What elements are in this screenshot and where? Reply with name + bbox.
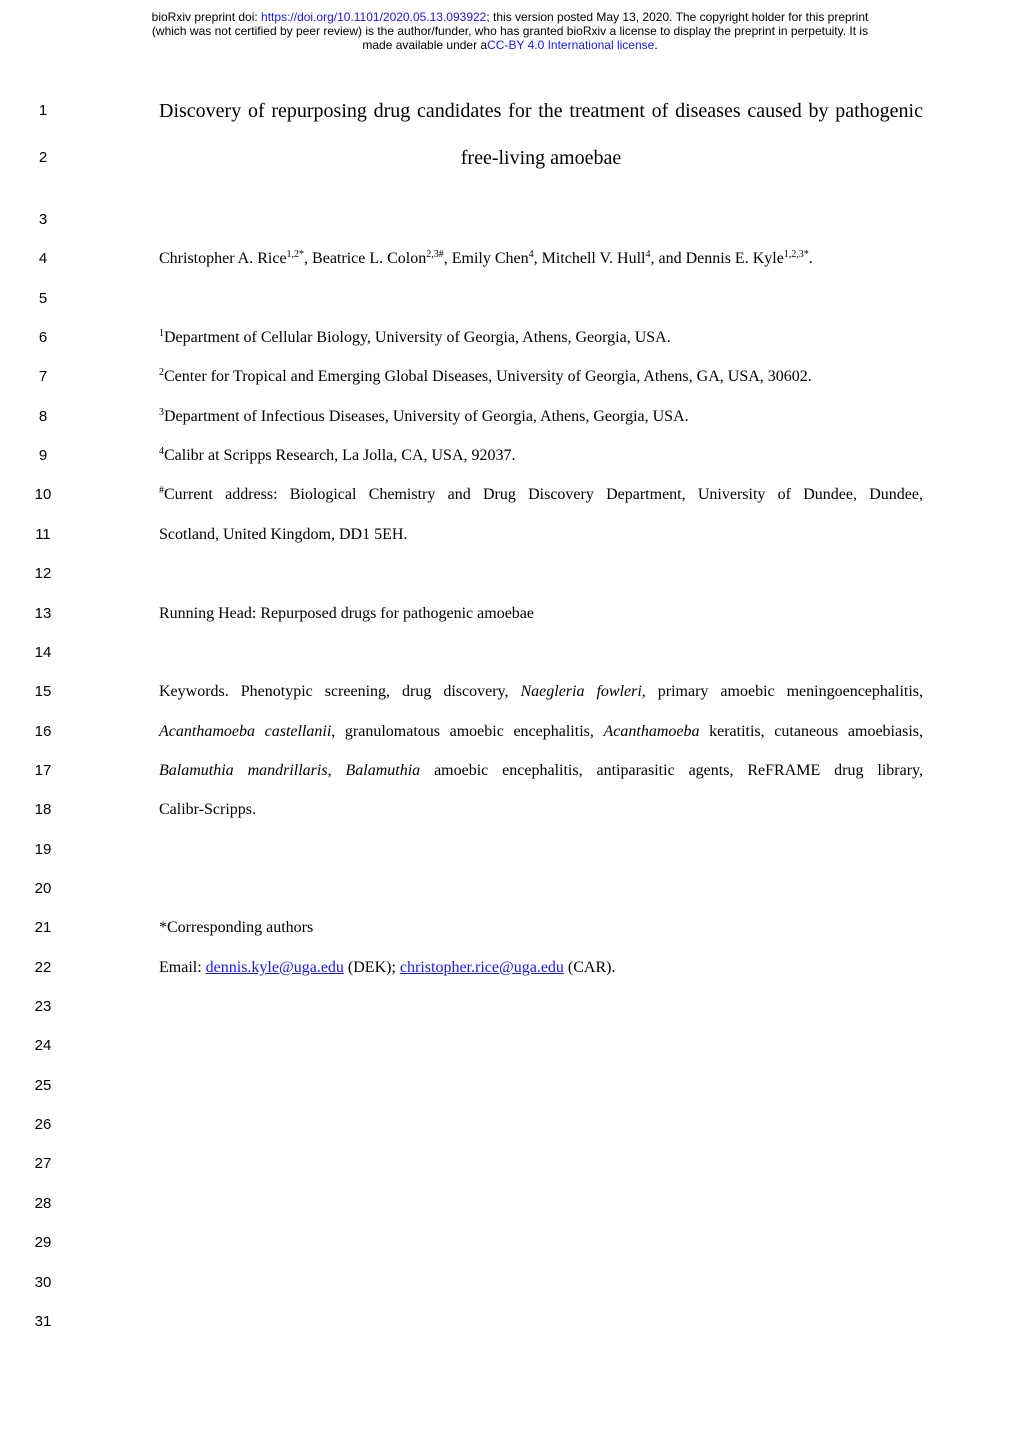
line-number: 22	[34, 959, 52, 976]
keywords-line-2: Acanthamoeba castellanii, granulomatous amoebic encephalitis, Acanthamoeba keratitis, cutaneous amoebiasis,	[159, 723, 923, 740]
line-number: 21	[34, 919, 52, 936]
line-number: 11	[35, 526, 51, 543]
email-link-rice[interactable]: christopher.rice@uga.edu	[399, 959, 564, 976]
line-number: 8	[38, 408, 48, 425]
affiliation-1: $^1$Department of Cellular Biology, University of Georgia, Athens, Georgia, USA.	[159, 328, 671, 346]
current-address-cont: Scotland, United Kingdom, DD1 5EH.	[159, 526, 408, 543]
affiliation-4: $^4$Calibr at Scripps Research, La Jolla, CA, USA, 92037.	[159, 446, 516, 464]
line-number: 12	[34, 565, 52, 582]
line-number: 29	[34, 1234, 52, 1251]
line-number: 26	[34, 1116, 52, 1133]
line-number: 23	[34, 998, 52, 1015]
title-line-2: free-living amoebae	[460, 147, 622, 169]
line-number: 3	[38, 211, 48, 228]
line-number: 31	[34, 1313, 52, 1330]
line-number: 5	[38, 290, 48, 307]
author-name: Beatrice L. Colon	[312, 250, 427, 267]
line-number: 15	[34, 683, 52, 700]
author-list: Christopher A. Rice$^{1,2*}$, Beatrice L. Colon$^{2,3\#}$, Emily Chen$^4$, Mitchell V. Hull$^4$, and Dennis E. Kyle$^{1,2,3*}$.	[159, 249, 813, 267]
license-link[interactable]: CC-BY 4.0 International license	[487, 38, 655, 52]
line-number: 18	[34, 801, 52, 818]
author-affiliation-mark: 1,2,3*	[783, 249, 809, 260]
line-number: 6	[38, 329, 48, 346]
header-line-2: (which was not certified by peer review) is the author/funder, who has granted bioRxiv a license to display the preprint in perpetuity. It is	[151, 24, 869, 38]
keywords-line-3: Balamuthia mandrillaris, Balamuthia amoebic encephalitis, antiparasitic agents, ReFRAME drug library,	[159, 762, 923, 779]
line-number: 14	[34, 644, 52, 661]
doi-link[interactable]: https://doi.org/10.1101/2020.05.13.093922	[261, 10, 487, 24]
author-name: Dennis E. Kyle	[685, 250, 784, 267]
line-number: 17	[34, 762, 52, 779]
line-number: 10	[34, 486, 52, 503]
line-number: 24	[34, 1037, 52, 1054]
author-affiliation-mark: 2,3#	[426, 249, 444, 260]
line-number: 25	[34, 1077, 52, 1094]
biorxiv-header	[0, 10, 1020, 52]
line-number: 16	[34, 723, 52, 740]
affiliation-3: $^3$Department of Infectious Diseases, University of Georgia, Athens, Georgia, USA.	[159, 407, 689, 425]
header-line-3: made available under aCC-BY 4.0 International license.	[362, 38, 658, 52]
title-line-1: Discovery of repurposing drug candidates for the treatment of diseases caused by pathogenic	[159, 100, 923, 122]
line-number: 27	[34, 1155, 52, 1172]
author-name: Christopher A. Rice	[159, 250, 287, 267]
email-link-kyle[interactable]: dennis.kyle@uga.edu	[205, 959, 344, 976]
keywords-line-1: Keywords. Phenotypic screening, drug discovery, Naegleria fowleri, primary amoebic meningoencephalitis,	[159, 683, 923, 700]
line-number: 4	[38, 250, 48, 267]
line-number: 19	[34, 841, 52, 858]
line-number: 9	[38, 447, 48, 464]
line-number: 30	[34, 1274, 52, 1291]
author-name: Emily Chen	[451, 250, 529, 267]
author-affiliation-mark: 4	[528, 249, 534, 260]
line-number: 20	[34, 880, 52, 897]
line-number: 28	[34, 1195, 52, 1212]
corresponding-emails: Email: dennis.kyle@uga.edu (DEK); christopher.rice@uga.edu (CAR).	[159, 959, 616, 976]
running-head: Running Head: Repurposed drugs for pathogenic amoebae	[159, 605, 535, 622]
line-number: 13	[34, 605, 52, 622]
author-affiliation-mark: 4	[645, 249, 651, 260]
affiliation-2: $^2$Center for Tropical and Emerging Global Diseases, University of Georgia, Athens, GA, USA, 30602.	[159, 367, 812, 385]
current-address: #Current address: Biological Chemistry and Drug Discovery Department, University of Dundee, Dundee,	[159, 485, 923, 503]
line-number: 2	[38, 149, 48, 166]
keywords-line-4: Calibr-Scripps.	[159, 801, 256, 818]
author-affiliation-mark: 1,2*	[286, 249, 305, 260]
line-number: 7	[38, 368, 48, 385]
line-number: 1	[38, 102, 48, 119]
header-line-1: bioRxiv preprint doi: https://doi.org/10.1101/2020.05.13.093922; this version posted May 13, 2020. The copyright holder for this preprint	[151, 10, 869, 24]
author-name: Mitchell V. Hull	[541, 250, 646, 267]
corresponding-heading: *Corresponding authors	[159, 919, 314, 936]
